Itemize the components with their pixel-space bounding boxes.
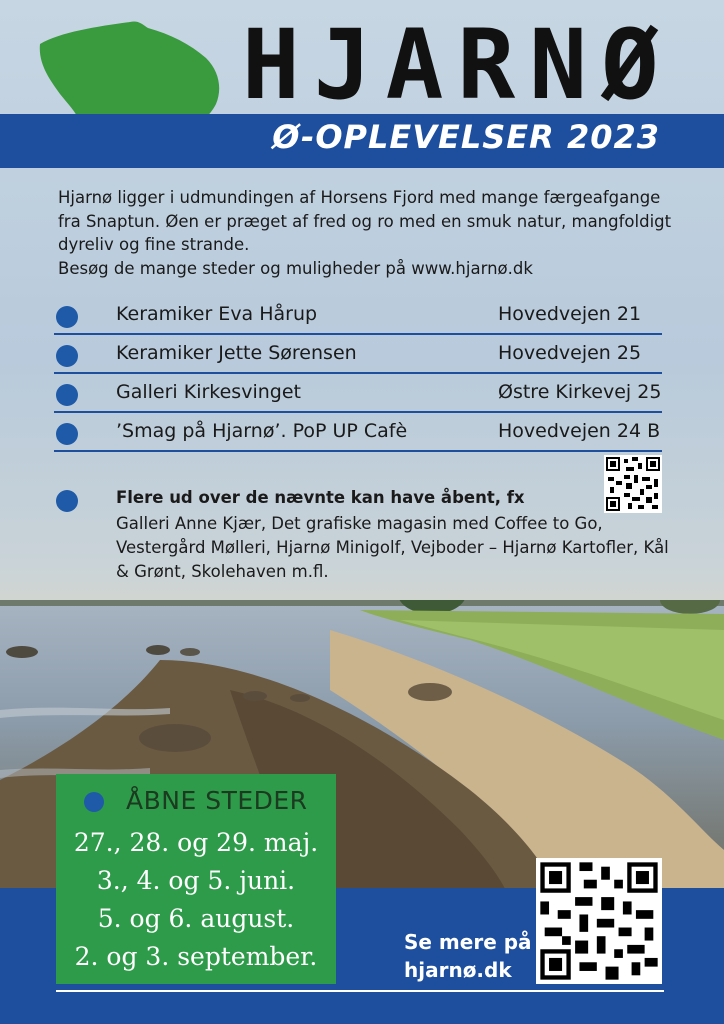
qr-code-icon[interactable] — [536, 858, 662, 984]
page-subtitle: Ø-OPLEVELSER 2023 — [272, 118, 660, 156]
listing-row — [54, 335, 662, 374]
listing-row — [54, 296, 662, 335]
listing-name: ’Smag på Hjarnø’. PoP UP Cafè — [116, 420, 408, 442]
intro-visit-link[interactable]: Besøg de mange steder og muligheder på www.hjarnø.dk — [58, 258, 533, 278]
bullet-dot-icon — [56, 306, 78, 328]
bullet-dot-icon — [56, 490, 78, 512]
open-date: 2. og 3. september. — [74, 942, 318, 971]
listing-name: Keramiker Jette Sørensen — [116, 342, 357, 364]
listing-table — [54, 296, 662, 452]
listing-address: Hovedvejen 25 — [498, 342, 642, 364]
intro-text — [58, 186, 678, 280]
intro-paragraph: Hjarnø ligger i udmundingen af Horsens Fjord med mange færgeafgange fra Snaptun. Øen er præget af fred og ro med en smuk natur, mangfoldigt dyreliv og fine strande. — [58, 188, 672, 254]
open-date: 3., 4. og 5. juni. — [96, 866, 296, 895]
see-more-link[interactable] — [404, 928, 532, 984]
bullet-dot-icon — [56, 384, 78, 406]
open-places-box — [56, 774, 336, 984]
listing-row — [54, 413, 662, 452]
open-dates — [56, 824, 336, 976]
extra-heading: Flere ud over de nævnte kan have åbent, fx — [116, 488, 525, 507]
listing-row — [54, 374, 662, 413]
listing-name: Keramiker Eva Hårup — [116, 303, 318, 325]
open-date: 27., 28. og 29. maj. — [73, 828, 319, 857]
see-more-line: Se mere på — [404, 930, 532, 954]
listing-address: Hovedvejen 24 B — [498, 420, 661, 442]
listing-address: Østre Kirkevej 25 — [498, 381, 662, 403]
page-title: HJARNØ — [242, 9, 673, 121]
bullet-dot-icon — [56, 423, 78, 445]
qr-code-icon[interactable] — [604, 455, 662, 513]
bullet-dot-icon — [84, 792, 104, 812]
extra-body: Galleri Anne Kjær, Det grafiske magasin med Coffee to Go, Vestergård Mølleri, Hjarnø Minigolf, Vejboder – Hjarnø Kartofler, Kål & Grønt, Skolehaven m.fl. — [116, 514, 669, 581]
listing-address: Hovedvejen 21 — [498, 303, 642, 325]
open-date: 5. og 6. august. — [97, 904, 295, 933]
bottom-divider — [56, 990, 664, 992]
open-places-title: ÅBNE STEDER — [126, 786, 308, 815]
bullet-dot-icon — [56, 345, 78, 367]
listing-name: Galleri Kirkesvinget — [116, 381, 301, 403]
see-more-url[interactable]: hjarnø.dk — [404, 958, 512, 982]
